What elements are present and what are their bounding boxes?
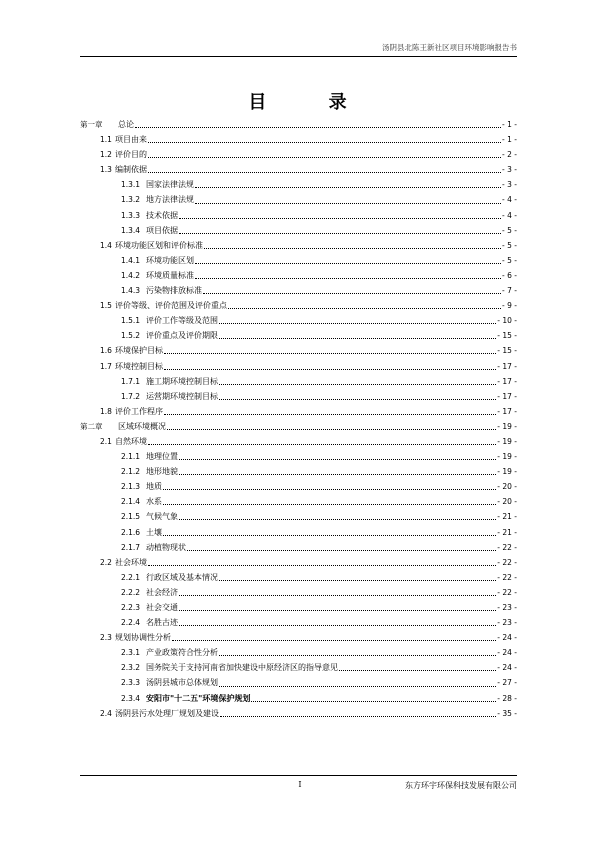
- toc-entry-label: 编制依据: [115, 165, 147, 175]
- toc-entry-label: 社会经济: [146, 587, 178, 597]
- toc-entry-label: 土壤: [146, 527, 162, 537]
- toc-leader-dots: [148, 157, 501, 158]
- toc-entry[interactable]: [80, 389, 517, 404]
- toc-entry-label: 地方法律法规: [146, 195, 194, 205]
- toc-entry-page: - 20 -: [497, 497, 517, 507]
- toc-leader-dots: [251, 701, 496, 702]
- toc-entry-number: 1.3.1: [121, 180, 141, 190]
- toc-entry-page: - 28 -: [497, 693, 517, 703]
- toc-entry-page: - 27 -: [497, 678, 517, 688]
- toc-entry[interactable]: [80, 268, 517, 283]
- toc-leader-dots: [148, 565, 496, 566]
- toc-entry-label: 总论: [118, 120, 134, 129]
- toc-entry-label: 自然环境: [115, 436, 147, 446]
- toc-entry-page: - 17 -: [497, 361, 517, 371]
- toc-entry[interactable]: [80, 555, 517, 570]
- toc-entry[interactable]: [80, 238, 517, 253]
- toc-entry-label: 社会交通: [146, 603, 178, 612]
- toc-leader-dots: [228, 308, 501, 309]
- toc-entry-label: 产业政策符合性分析: [146, 648, 218, 658]
- toc-entry[interactable]: [80, 615, 517, 630]
- toc-entry[interactable]: [80, 147, 517, 162]
- toc-entry-number: 2.1.7: [121, 542, 141, 552]
- toc-entry-number: 1.4.1: [121, 255, 141, 265]
- toc-entry[interactable]: [80, 177, 517, 192]
- toc-entry-page: - 9 -: [502, 301, 517, 311]
- toc-entry[interactable]: [80, 162, 517, 177]
- toc-entry-number: 1.3.3: [121, 210, 141, 220]
- toc-entry-page: - 5 -: [502, 240, 517, 250]
- toc-leader-dots: [195, 263, 501, 264]
- toc-entry-page: - 22 -: [497, 557, 517, 567]
- toc-leader-dots: [148, 444, 496, 445]
- toc-leader-dots: [163, 535, 496, 536]
- toc-entry[interactable]: [80, 479, 517, 494]
- toc-entry-label: 区域环境概况: [118, 421, 166, 431]
- toc-entry-number: 2.1.3: [121, 482, 141, 492]
- toc-entry-number: 1.6: [100, 346, 112, 356]
- toc-leader-dots: [219, 338, 496, 339]
- toc-entry-number: 2.3: [100, 633, 112, 643]
- running-header: 汤阴县北陈王新社区项目环境影响报告书: [382, 43, 517, 52]
- toc-entry-number: 2.3.1: [121, 648, 141, 658]
- toc-leader-dots: [163, 504, 496, 505]
- toc-entry[interactable]: [80, 691, 517, 706]
- toc-entry-page: - 1 -: [502, 120, 517, 129]
- toc-entry-page: - 15 -: [497, 331, 517, 341]
- toc-entry-number: 第二章: [80, 421, 103, 431]
- toc-entry-page: - 23 -: [497, 618, 517, 628]
- toc-entry-page: - 4 -: [502, 210, 517, 220]
- toc-entry-label: 动植物现状: [146, 542, 186, 552]
- toc-entry-label: 评价目的: [115, 150, 147, 160]
- toc-entry-number: 1.4: [100, 240, 112, 250]
- toc-entry-label: 社会环境: [115, 557, 147, 567]
- toc-entry[interactable]: [80, 630, 517, 645]
- toc-entry-number: 第一章: [80, 120, 103, 129]
- toc-leader-dots: [179, 519, 496, 520]
- toc-entry-label: 名胜古迹: [146, 618, 178, 628]
- toc-leader-dots: [164, 414, 496, 415]
- toc-entry-number: 1.8: [100, 406, 112, 416]
- toc-entry[interactable]: [80, 298, 517, 313]
- toc-entry[interactable]: [80, 328, 517, 343]
- toc-entry-label: 环境保护目标: [115, 346, 163, 356]
- toc-entry[interactable]: [80, 675, 517, 690]
- toc-entry[interactable]: [80, 117, 517, 132]
- toc-entry-page: - 4 -: [502, 195, 517, 205]
- toc-entry-label: 规划协调性分析: [115, 633, 171, 643]
- toc-entry-label: 地质: [146, 482, 162, 492]
- toc-entry-label: 国家法律法规: [146, 180, 194, 190]
- toc-entry-page: - 10 -: [497, 316, 517, 326]
- toc-leader-dots: [172, 640, 496, 641]
- toc-leader-dots: [179, 233, 501, 234]
- toc-entry-number: 1.7: [100, 361, 112, 371]
- footer-rule: [80, 775, 517, 776]
- toc-entry-page: - 5 -: [502, 225, 517, 235]
- toc-leader-dots: [219, 323, 496, 324]
- toc-entry-label: 环境控制目标: [115, 361, 163, 371]
- toc-entry-label: 评价重点及评价期限: [146, 331, 218, 341]
- toc-entry-page: - 22 -: [497, 572, 517, 582]
- toc-entry[interactable]: [80, 570, 517, 585]
- toc-entry-page: - 35 -: [497, 708, 517, 718]
- toc-entry-label: 污染物排放标准: [146, 286, 202, 296]
- toc-entry[interactable]: [80, 132, 517, 147]
- toc-entry-label: 项目依据: [146, 225, 178, 235]
- toc-leader-dots: [179, 625, 496, 626]
- toc-entry[interactable]: [80, 585, 517, 600]
- toc-entry-number: 2.1: [100, 436, 112, 446]
- toc-entry-number: 2.1.4: [121, 497, 141, 507]
- toc-entry-number: 2.3.4: [121, 693, 141, 703]
- toc-entry[interactable]: [80, 540, 517, 555]
- toc-entry[interactable]: [80, 509, 517, 524]
- toc-entry-number: 1.3: [100, 165, 112, 175]
- toc-entry-number: 1.5: [100, 301, 112, 311]
- toc-entry-label: 环境质量标准: [146, 270, 194, 280]
- toc-entry[interactable]: [80, 374, 517, 389]
- toc-entry-number: 1.1: [100, 135, 112, 145]
- toc-entry-label: 水系: [146, 497, 162, 507]
- toc-entry-label: 气候气象: [146, 512, 178, 522]
- toc-entry-number: 2.3.2: [121, 663, 141, 673]
- toc-entry[interactable]: [80, 343, 517, 358]
- footer-page-number: I: [298, 780, 302, 789]
- toc-leader-dots: [179, 474, 496, 475]
- toc-leader-dots: [219, 655, 496, 656]
- toc-entry-number: 2.2.3: [121, 603, 141, 612]
- toc-entry-number: 2.2: [100, 557, 112, 567]
- toc-entry-number: 2.1.5: [121, 512, 141, 522]
- toc-entry[interactable]: [80, 434, 517, 449]
- toc-entry-number: 1.7.2: [121, 391, 141, 401]
- toc-entry-number: 2.2.1: [121, 572, 141, 582]
- toc-entry-number: 1.2: [100, 150, 112, 160]
- toc-entry[interactable]: [80, 404, 517, 419]
- toc-leader-dots: [163, 489, 496, 490]
- toc-entry[interactable]: [80, 449, 517, 464]
- toc-entry-number: 1.7.1: [121, 376, 141, 386]
- toc-entry[interactable]: [80, 645, 517, 660]
- toc-leader-dots: [219, 686, 496, 687]
- toc-leader-dots: [219, 399, 496, 400]
- toc-entry-page: - 7 -: [502, 286, 517, 296]
- toc-entry-page: - 22 -: [497, 542, 517, 552]
- toc-leader-dots: [220, 716, 496, 717]
- toc-entry-label: 评价工作程序: [115, 406, 163, 416]
- toc-entry[interactable]: [80, 525, 517, 540]
- toc-entry-label: 技术依据: [146, 210, 178, 220]
- toc-leader-dots: [219, 384, 496, 385]
- toc-leader-dots: [135, 127, 501, 128]
- toc-entry-page: - 24 -: [497, 633, 517, 643]
- toc-entry[interactable]: [80, 253, 517, 268]
- toc-entry-page: - 22 -: [497, 587, 517, 597]
- toc-entry-page: - 21 -: [497, 512, 517, 522]
- toc-entry-page: - 21 -: [497, 527, 517, 537]
- toc-leader-dots: [219, 580, 496, 581]
- toc-entry-page: - 19 -: [497, 467, 517, 477]
- toc-entry-page: - 3 -: [502, 165, 517, 175]
- toc-leader-dots: [195, 187, 501, 188]
- toc-entry-label: 汤阴县城市总体规划: [146, 678, 218, 688]
- toc-entry-label: 环境功能区划: [146, 255, 194, 265]
- toc-entry[interactable]: [80, 359, 517, 374]
- toc-entry-page: - 2 -: [502, 150, 517, 160]
- toc-entry-number: 1.5.1: [121, 316, 141, 326]
- toc-entry[interactable]: [80, 313, 517, 328]
- toc-entry-number: 2.3.3: [121, 678, 141, 688]
- toc-entry-label: 运营期环境控制目标: [146, 391, 218, 401]
- toc-entry[interactable]: [80, 419, 517, 434]
- toc-entry[interactable]: [80, 660, 517, 675]
- footer-company: 东方环宇环保科技发展有限公司: [405, 781, 517, 790]
- toc-entry-label: 评价工作等级及范围: [146, 316, 218, 326]
- toc-entry-page: - 6 -: [502, 270, 517, 280]
- toc-entry[interactable]: [80, 600, 517, 615]
- toc-entry-number: 2.1.6: [121, 527, 141, 537]
- toc-entry-page: - 23 -: [497, 603, 517, 612]
- toc-entry-page: - 15 -: [497, 346, 517, 356]
- header-rule: [80, 56, 517, 57]
- toc-entry-label: 环境功能区划和评价标准: [115, 240, 203, 250]
- toc-entry-label: 国务院关于支持河南省加快建设中原经济区的指导意见: [146, 663, 338, 673]
- toc-leader-dots: [164, 369, 496, 370]
- toc-entry-page: - 17 -: [497, 406, 517, 416]
- table-of-contents: [80, 117, 517, 721]
- toc-entry-label: 地理位置: [146, 452, 178, 462]
- toc-leader-dots: [203, 293, 501, 294]
- toc-leader-dots: [179, 459, 496, 460]
- toc-entry[interactable]: [80, 464, 517, 479]
- toc-entry-number: 1.3.2: [121, 195, 141, 205]
- toc-entry-number: 2.2.4: [121, 618, 141, 628]
- toc-entry-page: - 19 -: [497, 452, 517, 462]
- toc-entry-label: 评价等级、评价范围及评价重点: [115, 301, 227, 311]
- toc-entry[interactable]: [80, 494, 517, 509]
- toc-entry-number: 2.1.1: [121, 452, 141, 462]
- toc-entry-page: - 17 -: [497, 376, 517, 386]
- toc-entry-page: - 17 -: [497, 391, 517, 401]
- toc-entry-number: 1.4.2: [121, 270, 141, 280]
- toc-entry-label: 行政区域及基本情况: [146, 572, 218, 582]
- toc-entry-label: 安阳市"十二五"环境保护规划: [146, 692, 251, 703]
- toc-entry-page: - 19 -: [497, 436, 517, 446]
- toc-leader-dots: [339, 670, 496, 671]
- toc-entry-page: - 24 -: [497, 663, 517, 673]
- toc-entry-page: - 1 -: [502, 135, 517, 145]
- toc-leader-dots: [164, 353, 496, 354]
- toc-entry-number: 1.3.4: [121, 225, 141, 235]
- toc-leader-dots: [204, 248, 501, 249]
- toc-entry-page: - 5 -: [502, 255, 517, 265]
- toc-entry-number: 2.4: [100, 708, 112, 718]
- toc-entry-number: 1.4.3: [121, 286, 141, 296]
- toc-entry-label: 汤阴县污水处理厂规划及建设: [115, 708, 219, 718]
- toc-entry[interactable]: [80, 208, 517, 223]
- toc-entry[interactable]: [80, 192, 517, 207]
- toc-entry-page: - 24 -: [497, 648, 517, 658]
- toc-leader-dots: [179, 610, 496, 611]
- toc-leader-dots: [167, 429, 496, 430]
- toc-leader-dots: [148, 142, 501, 143]
- toc-entry[interactable]: [80, 223, 517, 238]
- toc-leader-dots: [187, 550, 496, 551]
- toc-entry-label: 地形地貌: [146, 467, 178, 477]
- toc-entry-number: 2.2.2: [121, 587, 141, 597]
- toc-entry-page: - 19 -: [497, 421, 517, 431]
- page-title: 目 录: [248, 92, 375, 113]
- toc-leader-dots: [195, 278, 501, 279]
- toc-entry-number: 1.5.2: [121, 331, 141, 341]
- toc-leader-dots: [148, 172, 501, 173]
- toc-entry-label: 施工期环境控制目标: [146, 376, 218, 386]
- toc-entry-number: 2.1.2: [121, 467, 141, 477]
- toc-entry-page: - 3 -: [502, 180, 517, 190]
- toc-entry-label: 项目由来: [115, 135, 147, 145]
- toc-entry-page: - 20 -: [497, 482, 517, 492]
- toc-entry[interactable]: [80, 706, 517, 721]
- toc-leader-dots: [179, 595, 496, 596]
- toc-leader-dots: [179, 218, 501, 219]
- toc-leader-dots: [195, 203, 501, 204]
- toc-entry[interactable]: [80, 283, 517, 298]
